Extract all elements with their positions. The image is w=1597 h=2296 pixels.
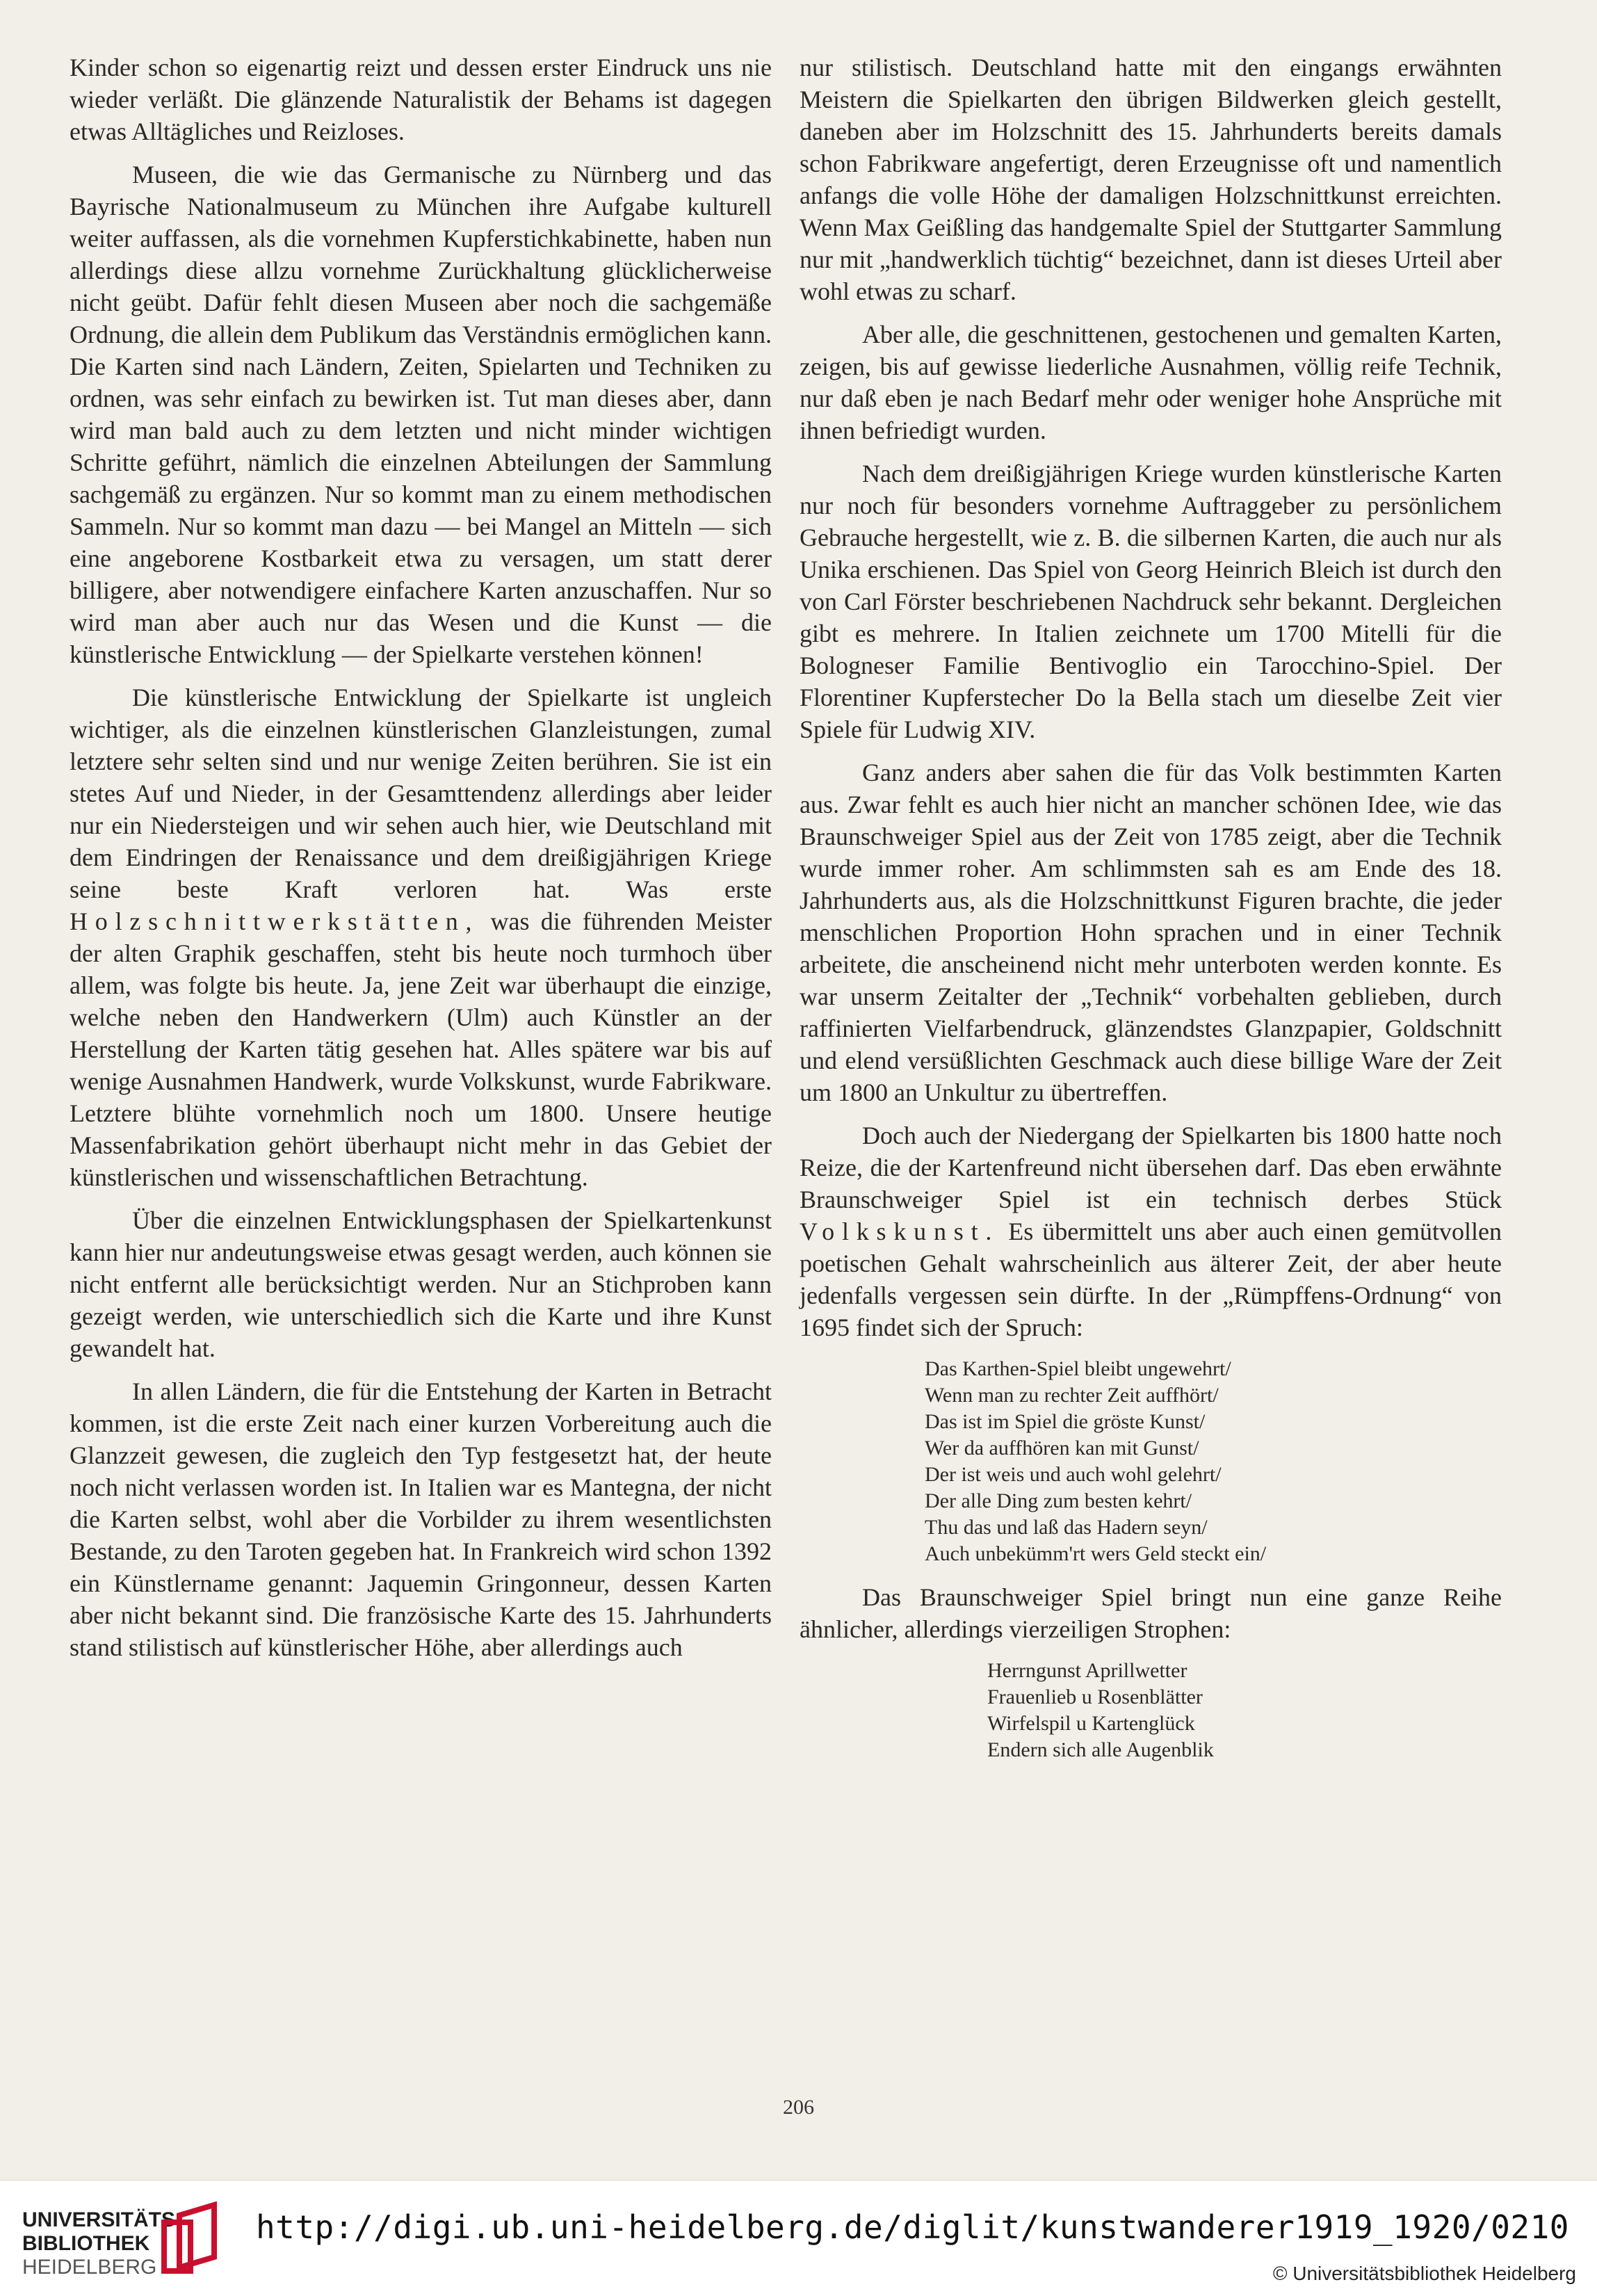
verse-line: Das Karthen-Spiel bleibt ungewehrt/ [925, 1357, 1231, 1380]
verse-line: Der alle Ding zum besten kehrt/ [925, 1489, 1192, 1512]
verse-line: Das ist im Spiel die gröste Kunst/ [925, 1410, 1206, 1433]
verse-karthen-spiel [925, 1356, 1502, 1567]
right-paragraph-3: Nach dem dreißigjährigen Kriege wurden künstlerische Karten nur noch für besonders vornehme Auftraggeber zu persönlichem Gebrauche hergestellt, wie z. B. die silbernen Karten, die auch nur als Unika erschienen. Das Spiel von Georg Heinrich Bleich ist durch den von Carl Förster beschriebenen Nachdruck sehr bekannt. Dergleichen gibt es mehrere. In Italien zeichnete um 1700 Mitelli für die Bologneser Familie Bentivoglio ein Tarocchino-Spiel. Der Florentiner Kupferstecher Do la Bella stach um dieselbe Zeit vier Spiele für Ludwig XIV. [800, 460, 1502, 743]
verse-line: Frauenlieb u Rosenblätter [987, 1685, 1203, 1708]
spaced-term-volkskunst: Volkskunst. [800, 1218, 1000, 1245]
left-paragraph-2: Museen, die wie das Germanische zu Nürnberg und das Bayrische Nationalmuseum zu München ihre Aufgabe kulturell weiter auffassen, als die vornehmen Kupferstichkabinette, haben nun allerdings diese allzu vornehme Zurückhaltung glücklicherweise nicht geübt. Dafür fehlt diesen Museen aber noch die sachgemäße Ordnung, die allein dem Publikum das Verständnis ermöglichen kann. Die Karten sind nach Ländern, Zeiten, Spielarten und Techniken zu ordnen, was sehr einfach zu bewirken ist. Tut man dieses aber, dann wird man bald auch zu dem letzten und nicht minder wichtigen Schritte geführt, nämlich die einzelnen Abteilungen der Sammlung sachgemäß zu ergänzen. Nur so kommt man zu einem methodischen Sammeln. Nur so kommt man dazu — bei Mangel an Mitteln — sich eine angeborene Kostbarkeit etwa zu versagen, um statt derer billigere, aber notwendigere einfachere Karten anzuschaffen. Nur so wird man aber auch nur das Wesen und die Kunst — die künstlerische Entwicklung — der Spielkarte verstehen können! [70, 161, 772, 668]
verse-line: Thu das und laß das Hadern seyn/ [925, 1516, 1208, 1539]
verse-line: Wenn man zu rechter Zeit auffhört/ [925, 1384, 1219, 1407]
verse-line: Wer da auffhören kan mit Gunst/ [925, 1437, 1199, 1460]
left-paragraph-3-text-b: was die führenden Meister der alten Graphik geschaffen, steht bis heute noch turmhoch über allem, was folgte bis heute. Ja, jene Zeit war überhaupt die einzige, welche neben den Handwerkern (Ulm) auch Künstler an der Herstellung der Karten tätig gesehen hat. Alles spätere war bis auf wenige Ausnahmen Handwerk, wurde Volkskunst, wurde Fabrikware. Letztere blühte vornehmlich noch um 1800. Unsere heutige Massenfabrikation gehört überhaupt nicht mehr in das Gebiet der künstlerischen und wissenschaftlichen Betrachtung. [70, 907, 772, 1191]
right-paragraph-6: Das Braunschweiger Spiel bringt nun eine ganze Reihe ähnlicher, allerdings vierzeiligen Strophen: [800, 1583, 1502, 1643]
library-footer [0, 2180, 1597, 2296]
right-paragraph-2: Aber alle, die geschnittenen, gestochenen und gemalten Karten, zeigen, bis auf gewisse liederliche Ausnahmen, völlig reife Technik, nur daß eben je nach Bedarf mehr oder weniger hohe Ansprüche mit ihnen befriedigt wurden. [800, 321, 1502, 444]
spaced-term-holzschnittwerkstaetten: Holzschnittwerkstätten, [70, 907, 480, 935]
permalink-url[interactable]: http://digi.ub.uni-heidelberg.de/diglit/kunstwanderer1919_1920/0210 [255, 2208, 1569, 2246]
logo-line-2: BIBLIOTHEK [22, 2232, 150, 2255]
page-number: 206 [783, 2096, 814, 2119]
left-paragraph-3 [70, 681, 772, 1193]
logo-line-3: HEIDELBERG [22, 2256, 157, 2279]
right-paragraph-5-text-b: Es übermittelt uns aber auch einen gemütvollen poetischen Gehalt wahrscheinlich aus älterer Zeit, der aber heute jedenfalls vergessen sein dürfte. In der „Rümpffens-Ordnung“ von 1695 findet sich der Spruch: [800, 1218, 1502, 1341]
verse-line: Auch unbekümm'rt wers Geld steckt ein/ [925, 1542, 1267, 1565]
verse-line: Wirfelspil u Kartenglück [987, 1712, 1195, 1735]
left-paragraph-1: Kinder schon so eigenartig reizt und dessen erster Eindruck uns nie wieder verläßt. Die glänzende Naturalistik der Behams ist dagegen etwas Alltägliches und Reizloses. [70, 54, 772, 145]
right-paragraph-4: Ganz anders aber sahen die für das Volk bestimmten Karten aus. Zwar fehlt es auch hier nicht an mancher schönen Idee, wie das Braunschweiger Spiel aus der Zeit von 1785 zeigt, aber die Technik wurde immer roher. Am schlimmsten sah es am Ende des 18. Jahrhunderts aus, als die Holzschnittkunst Figuren brachte, die jeder menschlichen Proportion Hohn sprachen und in einer Technik arbeitete, die anscheinend nicht mehr unterboten werden konnte. Es war unserm Zeitalter der „Technik“ vorbehalten geblieben, durch raffinierten Vielfarbendruck, glänzendstes Glanzpapier, Goldschnitt und elend versüßlichten Geschmack auch diese billige Ware der Zeit um 1800 an Unkultur zu übertreffen. [800, 759, 1502, 1106]
right-column [800, 51, 1502, 1777]
logo-line-1: UNIVERSITÄTS- [22, 2208, 183, 2231]
right-paragraph-5-text-a: Doch auch der Niedergang der Spielkarten bis 1800 hatte noch Reize, die der Kartenfreund nicht übersehen darf. Das eben erwähnte Braunschweiger Spiel ist ein technisch derbes Stück [800, 1122, 1502, 1213]
verse-braunschweiger-strophe [987, 1658, 1502, 1763]
verse-line: Endern sich alle Augenblik [987, 1738, 1214, 1761]
left-paragraph-3-text-a: Die künstlerische Entwicklung der Spielkarte ist ungleich wichtiger, als die einzelnen künstlerischen Glanzleistungen, zumal letztere sehr selten sind und nur wenige Zeiten berühren. Sie ist ein stetes Auf und Nieder, in der Gesamttendenz allerdings aber leider nur ein Niedersteigen und wir sehen auch hier, wie Deutschland mit dem Eindringen der Renaissance und dem dreißigjährigen Kriege seine beste Kraft verloren hat. Was erste [70, 684, 772, 903]
left-paragraph-4: Über die einzelnen Entwicklungsphasen der Spielkartenkunst kann hier nur andeutungsweise etwas gesagt werden, auch können sie nicht entfernt alle berücksichtigt werden. Nur an Stichproben kann gezeigt werden, wie unterschiedlich sich die Karte und ihre Kunst gewandelt hat. [70, 1206, 772, 1362]
copyright-notice: © Universitätsbibliothek Heidelberg [1272, 2263, 1576, 2284]
left-column [70, 51, 772, 1663]
left-paragraph-5: In allen Ländern, die für die Entstehung der Karten in Betracht kommen, ist die erste Zeit nach einer kurzen Vorbereitung auch die Glanzzeit gewesen, die zugleich den Typ festgesetzt hat, der heute noch nicht verlassen worden ist. In Italien war es Mantegna, der nicht die Karten selbst, wohl aber die Vorbilder zu ihrem wesentlichsten Bestande, zu den Taroten gegeben hat. In Frankreich wird schon 1392 ein Künstlername genannt: Jaquemin Gringonneur, dessen Karten aber nicht bekannt sind. Die französische Karte des 15. Jahrhunderts stand stilistisch auf künstlerischer Höhe, aber allerdings auch [70, 1377, 772, 1661]
right-paragraph-1: nur stilistisch. Deutschland hatte mit den eingangs erwähnten Meistern die Spielkarten den übrigen Bildwerken gleich gestellt, daneben aber im Holzschnitt des 15. Jahrhunderts bereits damals schon Fabrikware angefertigt, deren Erzeugnisse oft und namentlich anfangs die volle Höhe der damaligen Holzschnittkunst erreichten. Wenn Max Geißling das handgemalte Spiel der Stuttgarter Sammlung nur mit „handwerklich tüchtig“ bezeichnet, dann ist dieses Urteil aber wohl etwas zu scharf. [800, 54, 1502, 305]
verse-line: Der ist weis und auch wohl gelehrt/ [925, 1463, 1222, 1486]
library-logo-icon [159, 2201, 228, 2278]
verse-line: Herrngunst Aprillwetter [987, 1659, 1187, 1682]
right-paragraph-5 [800, 1119, 1502, 1343]
